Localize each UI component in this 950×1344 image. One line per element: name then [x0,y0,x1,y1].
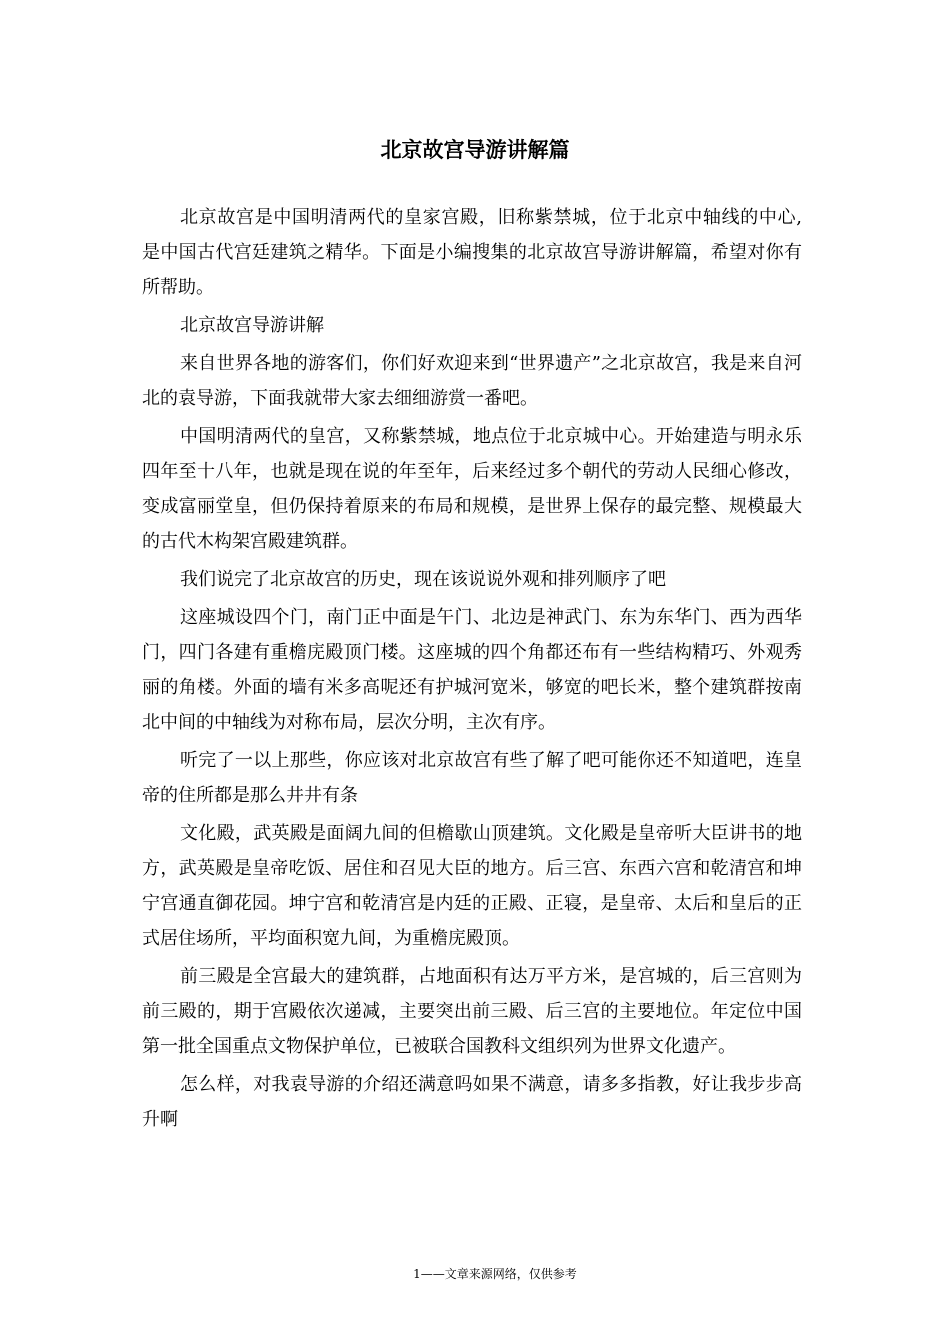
paragraph-intro: 北京故宫是中国明清两代的皇家宫殿，旧称紫禁城，位于北京中轴线的中心, 是中国古代宫廷建筑之精华。下面是小编搜集的北京故宫导游讲解篇，希望对你有所帮助。 [142,207,802,298]
paragraph-gates: 这座城设四个门，南门正中面是午门、北边是神武门、东为东华门、西为西华门，四门各建有重檐庑殿顶门楼。这座城的四个角都还布有一些结构精巧、外观秀丽的角楼。外面的墙有米多高呢还有护城河宽米，够宽的吧长米，整个建筑群按南北中间的中轴线为对称布局，层次分明，主次有序。 [142,607,802,733]
paragraph-history: 中国明清两代的皇宫，又称紫禁城，地点位于北京城中心。开始建造与明永乐四年至十八年，也就是现在说的年至年，后来经过多个朝代的劳动人民细心修改，变成富丽堂皇，但仍保持着原来的布局和规模，是世界上保存的最完整、规模最大的古代木构架宫殿建筑群。 [142,426,802,552]
document-body [142,200,802,1140]
paragraph-closing: 怎么样，对我袁导游的介绍还满意吗如果不满意，请多多指教，好让我步步高升啊 [142,1074,802,1130]
paragraph-residence: 听完了一以上那些，你应该对北京故宫有些了解了吧可能你还不知道吧，连皇帝的住所都是那么井井有条 [142,750,802,806]
paragraph-subheading: 北京故宫导游讲解 [180,315,324,336]
page-footer: 1——文章来源网络，仅供参考 [413,1267,577,1281]
paragraph-transition: 我们说完了北京故宫的历史，现在该说说外观和排列顺序了吧 [180,569,666,590]
paragraph-front-halls: 前三殿是全宫最大的建筑群，占地面积有达万平方米，是宫城的，后三宫则为前三殿的，期于宫殿依次递减，主要突出前三殿、后三宫的主要地位。年定位中国第一批全国重点文物保护单位，已被联合国教科文组织列为世界文化遗产。 [142,966,802,1057]
paragraph-welcome: 来自世界各地的游客们，你们好欢迎来到“世界遗产”之北京故宫，我是来自河北的袁导游，下面我就带大家去细细游赏一番吧。 [142,353,802,409]
paragraph-halls: 文化殿，武英殿是面阔九间的但檐歇山顶建筑。文化殿是皇帝听大臣讲书的地方，武英殿是皇帝吃饭、居住和召见大臣的地方。后三宫、东西六宫和乾清宫和坤宁宫通直御花园。坤宁宫和乾清宫是内廷的正殿、正寝，是皇帝、太后和皇后的正式居住场所，平均面积宽九间，为重檐庑殿顶。 [142,823,802,949]
page-title: 北京故宫导游讲解篇 [380,138,570,162]
